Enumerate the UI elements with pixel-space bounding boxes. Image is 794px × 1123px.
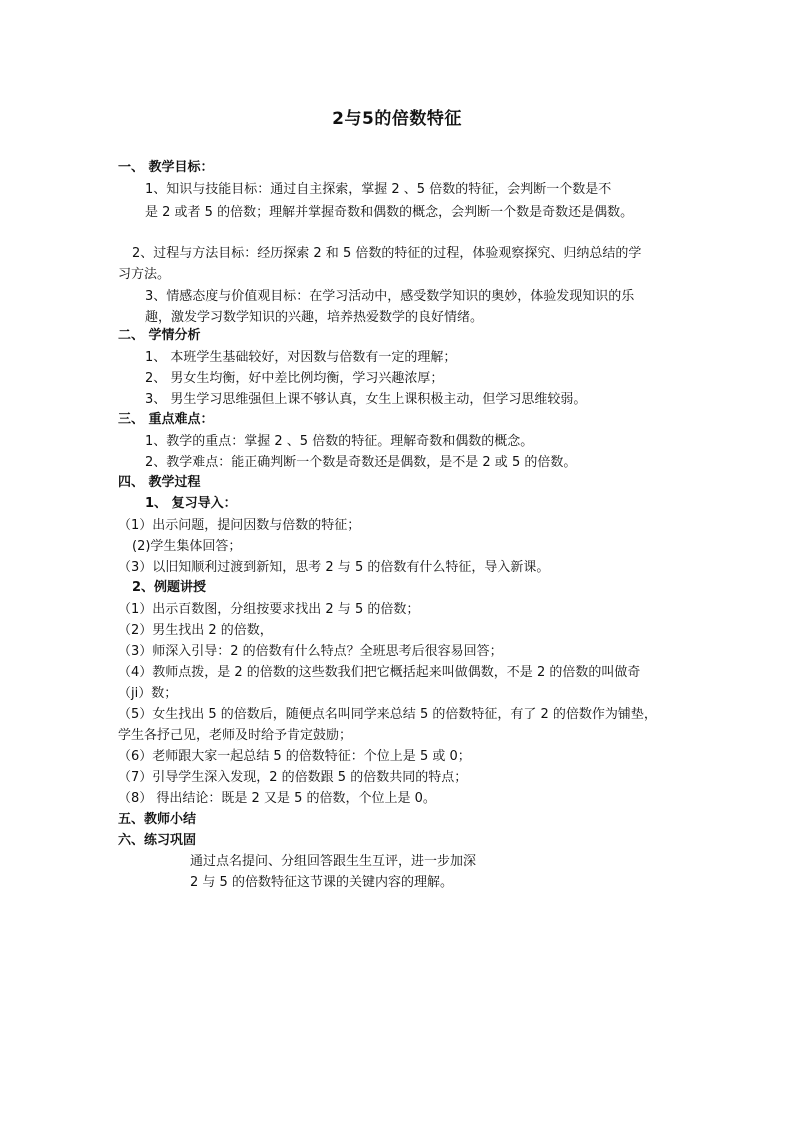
paragraph-line: 习方法。 bbox=[118, 267, 171, 282]
list-item: （2）男生找出 2 的倍数， bbox=[118, 623, 273, 638]
page-title: 2与5的倍数特征 bbox=[332, 109, 462, 129]
paragraph-line: 1、知识与技能目标：通过自主探索，掌握 2 、5 倍数的特征，会判断一个数是不 bbox=[145, 182, 612, 197]
paragraph-line: 通过点名提问、分组回答跟生生互评，进一步加深 bbox=[190, 854, 477, 869]
subsection-heading-review: 1、 复习导入： bbox=[145, 496, 237, 511]
list-item: 学生各抒己见，老师及时给予肯定鼓励； bbox=[118, 728, 353, 743]
paragraph-line: 1、教学的重点：掌握 2 、5 倍数的特征。理解奇数和偶数的概念。 bbox=[145, 434, 534, 449]
section-heading-keypoints: 三、 重点难点： bbox=[118, 412, 214, 427]
list-item: （6）老师跟大家一起总结 5 的倍数特征：个位上是 5 或 0； bbox=[118, 749, 471, 764]
section-heading-objectives: 一、 教学目标： bbox=[118, 160, 214, 175]
paragraph-line: 趣，激发学习数学知识的兴趣，培养热爱数学的良好情绪。 bbox=[145, 310, 484, 325]
paragraph-line: 2、教学难点：能正确判断一个数是奇数还是偶数，是不是 2 或 5 的倍数。 bbox=[145, 455, 577, 470]
list-item: （3）师深入引导：2 的倍数有什么特点？全班思考后很容易回答； bbox=[118, 644, 503, 659]
section-heading-process: 四、 教学过程 bbox=[118, 475, 201, 490]
list-item: 2、 男女生均衡，好中差比例均衡，学习兴趣浓厚； bbox=[145, 371, 444, 386]
section-heading-practice: 六、练习巩固 bbox=[118, 833, 197, 848]
list-item: （4）教师点拨，是 2 的倍数的这些数我们把它概括起来叫做偶数，不是 2 的倍数的叫做奇 bbox=[118, 665, 641, 680]
paragraph-line: 3、情感态度与价值观目标：在学习活动中，感受数学知识的奥妙，体验发现知识的乐 bbox=[145, 289, 635, 304]
section-heading-analysis: 二、 学情分析 bbox=[118, 328, 201, 343]
paragraph-line: 2 与 5 的倍数特征这节课的关键内容的理解。 bbox=[190, 875, 453, 890]
section-heading-summary: 五、教师小结 bbox=[118, 812, 197, 827]
list-item: (2)学生集体回答； bbox=[132, 539, 242, 554]
list-item: 3、 男生学习思维强但上课不够认真，女生上课积极主动，但学习思维较弱。 bbox=[145, 392, 587, 407]
list-item: 1、 本班学生基础较好，对因数与倍数有一定的理解； bbox=[145, 350, 457, 365]
list-item: （5）女生找出 5 的倍数后，随便点名叫同学来总结 5 的倍数特征，有了 2 的倍数作为铺垫， bbox=[118, 707, 657, 722]
list-item: （ji）数； bbox=[118, 686, 178, 701]
list-item: （1）出示问题，提问因数与倍数的特征； bbox=[118, 518, 361, 533]
paragraph-line: 2、过程与方法目标：经历探索 2 和 5 倍数的特征的过程，体验观察探究、归纳总结的学 bbox=[132, 246, 642, 261]
list-item: （1）出示百数图，分组按要求找出 2 与 5 的倍数； bbox=[118, 602, 420, 617]
paragraph-line: 是 2 或者 5 的倍数；理解并掌握奇数和偶数的概念，会判断一个数是奇数还是偶数。 bbox=[145, 205, 634, 220]
list-item: （7）引导学生深入发现，2 的倍数跟 5 的倍数共同的特点； bbox=[118, 770, 468, 785]
list-item: （8） 得出结论：既是 2 又是 5 的倍数，个位上是 0。 bbox=[118, 791, 436, 806]
list-item: （3）以旧知顺利过渡到新知，思考 2 与 5 的倍数有什么特征，导入新课。 bbox=[118, 560, 550, 575]
subsection-heading-examples: 2、例题讲授 bbox=[132, 580, 207, 595]
